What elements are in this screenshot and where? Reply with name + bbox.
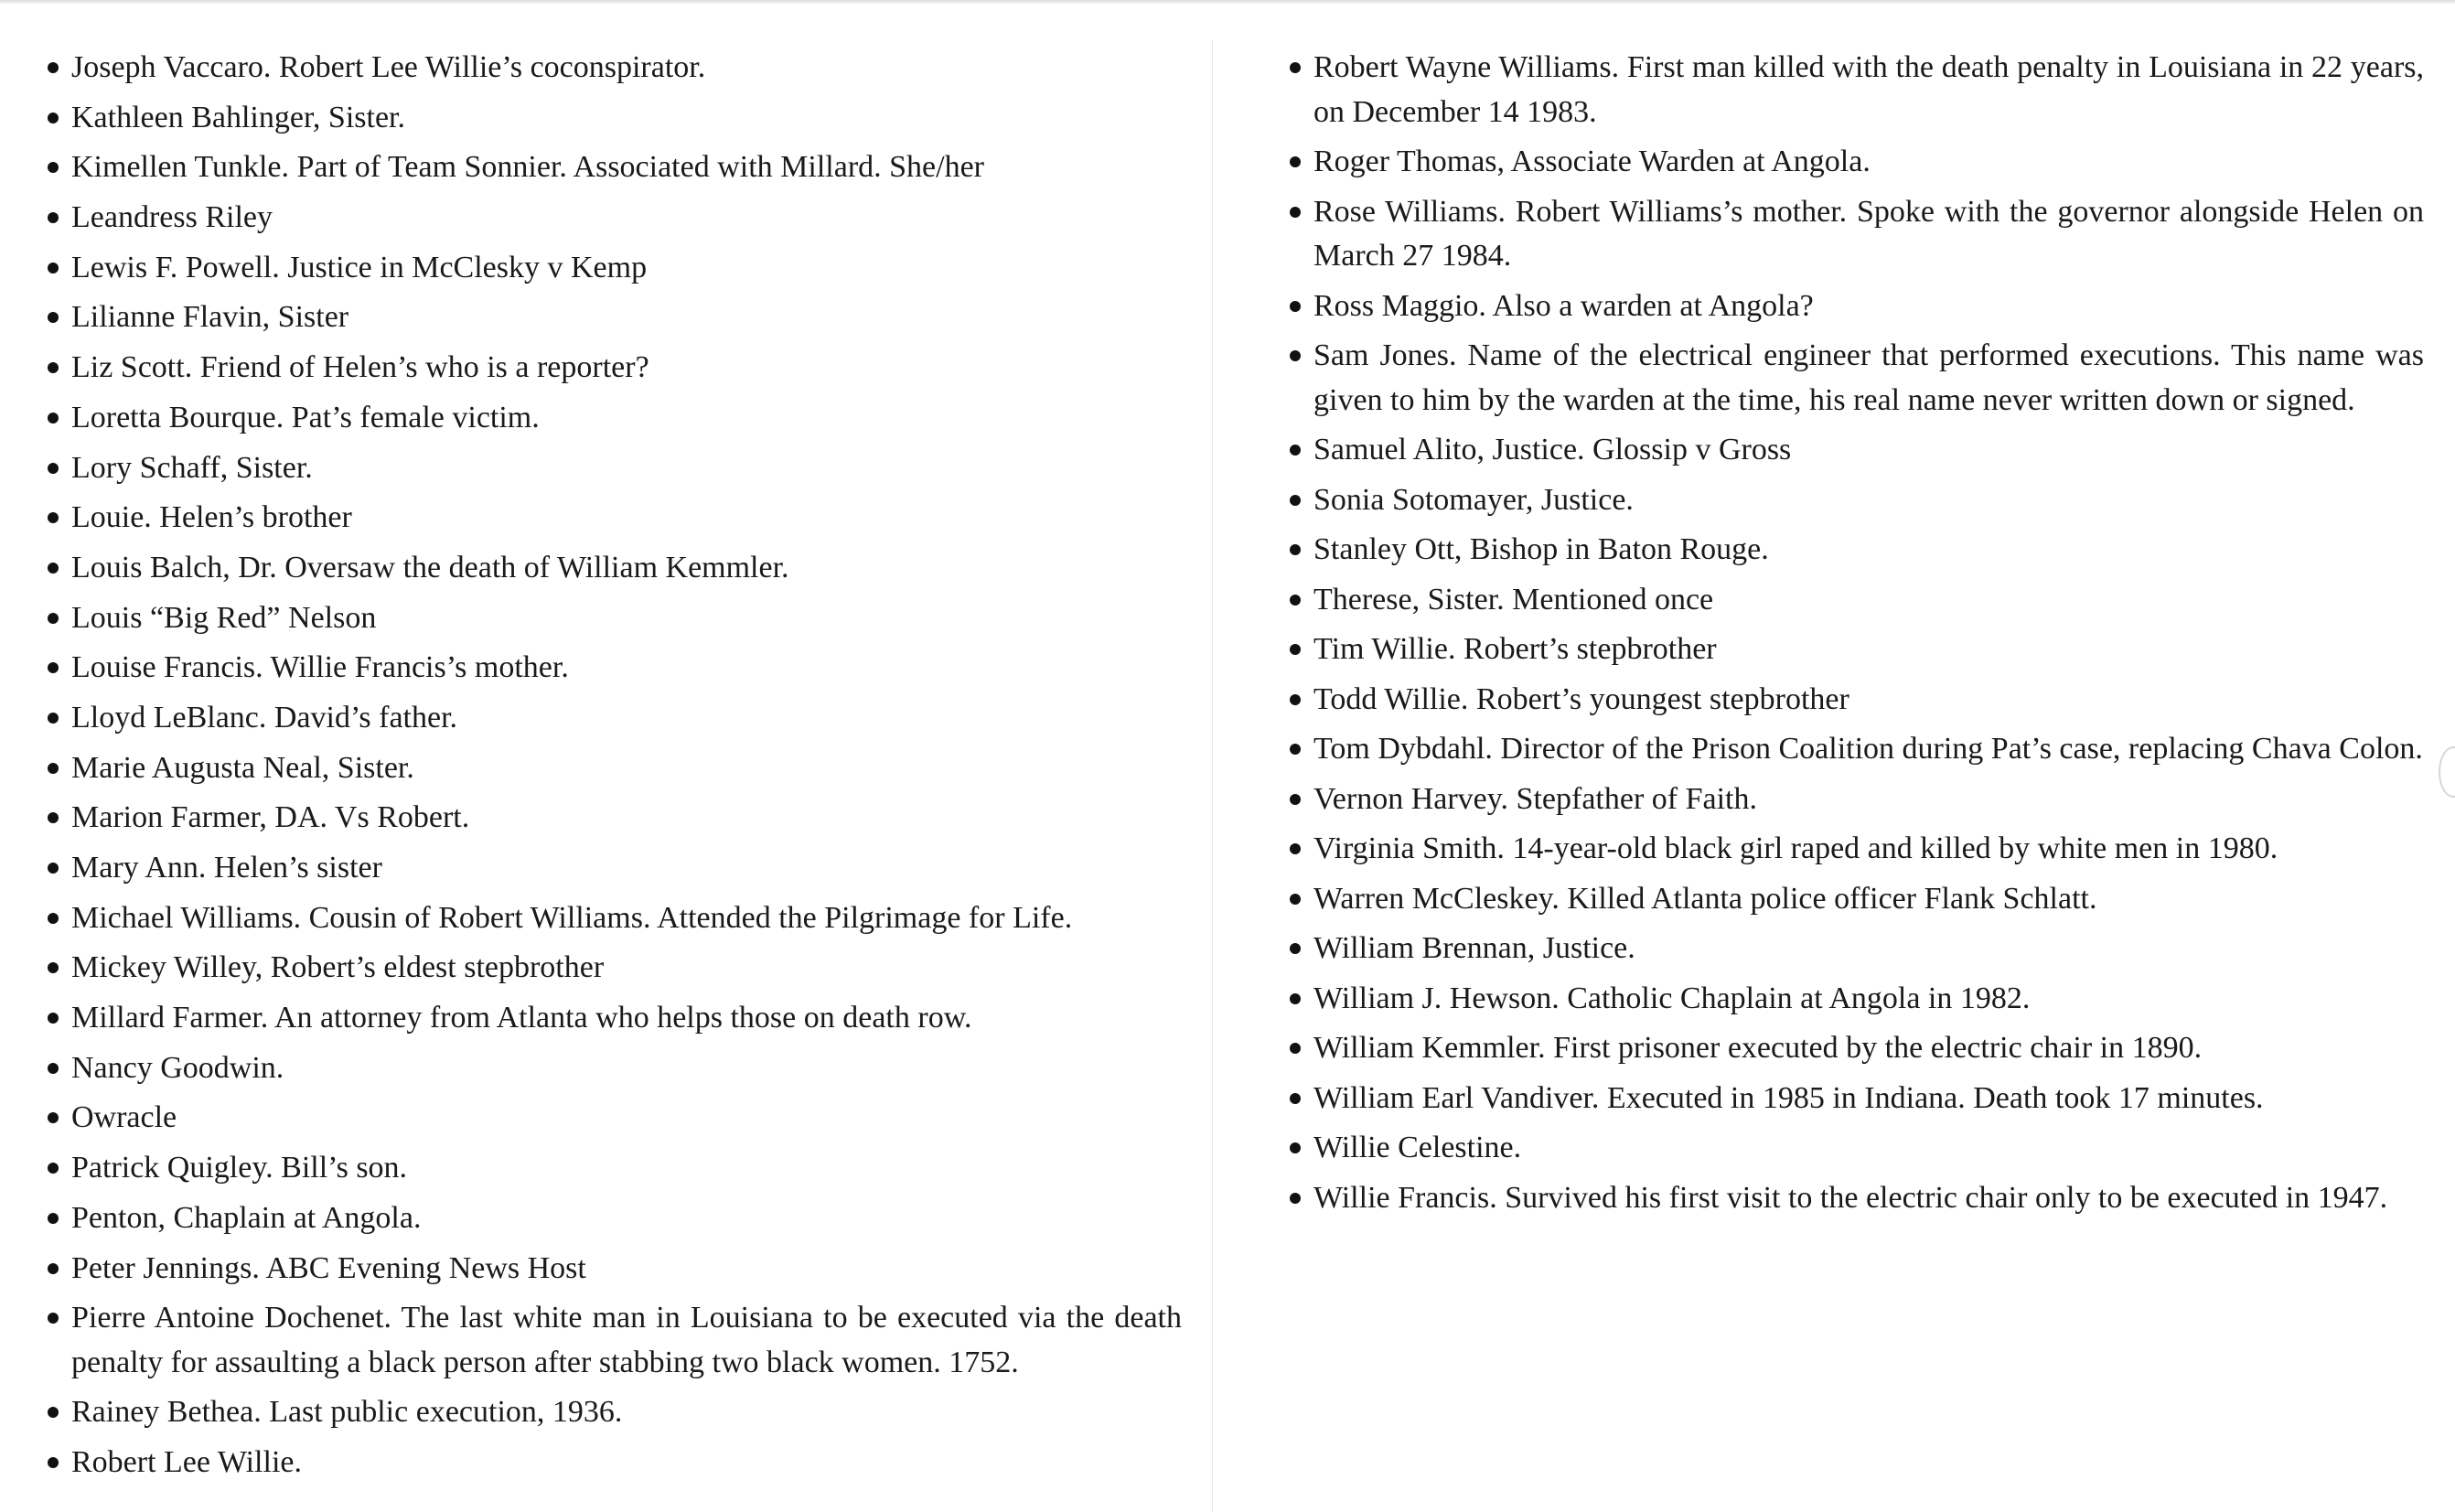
bullet-icon <box>48 563 59 574</box>
list-item-text: William J. Hewson. Catholic Chaplain at Angola in 1982. <box>1313 981 2031 1015</box>
list-item-text: Sam Jones. Name of the electrical engineer that performed executions. This name was given to him by the warden at the time, his real name never written down or signed. <box>1313 338 2424 417</box>
bullet-icon <box>48 162 59 173</box>
list-item <box>1290 627 2424 672</box>
bullet-icon <box>1290 495 1301 506</box>
list-item <box>48 1296 1182 1385</box>
list-item-text: Lilianne Flavin, Sister <box>71 300 349 335</box>
list-item-text: Todd Willie. Robert’s youngest stepbrother <box>1313 681 1849 716</box>
bullet-icon <box>1290 445 1301 456</box>
bullet-icon <box>1290 894 1301 905</box>
list-item <box>1290 578 2424 623</box>
list-item-text: Louie. Helen’s brother <box>71 500 352 535</box>
list-item <box>48 546 1182 591</box>
list-item-text: Michael Williams. Cousin of Robert Williams. Attended the Pilgrimage for Life. <box>71 900 1073 935</box>
list-item-text: Louis Balch, Dr. Oversaw the death of William Kemmler. <box>71 550 789 584</box>
list-item-text: Robert Lee Willie. <box>71 1445 302 1480</box>
list-item-text: Millard Farmer. An attorney from Atlanta who helps those on death row. <box>71 1001 972 1035</box>
list-item-text: Peter Jennings. ABC Evening News Host <box>71 1250 586 1285</box>
list-item <box>48 1441 1182 1485</box>
list-item <box>48 346 1182 391</box>
list-item <box>48 496 1182 541</box>
list-item <box>1290 140 2424 185</box>
bullet-icon <box>1290 350 1301 361</box>
list-item-text: Marion Farmer, DA. Vs Robert. <box>71 800 470 835</box>
list-item <box>48 746 1182 791</box>
document-page <box>0 4 2455 1512</box>
list-item-text: Mary Ann. Helen’s sister <box>71 851 382 885</box>
list-item <box>1290 428 2424 473</box>
list-item-text: Penton, Chaplain at Angola. <box>71 1200 422 1235</box>
list-item <box>1290 190 2424 279</box>
bullet-icon <box>48 413 59 424</box>
list-item-text: Tim Willie. Robert’s stepbrother <box>1313 632 1717 666</box>
bullet-icon <box>48 1013 59 1024</box>
list-item-text: Kathleen Bahlinger, Sister. <box>71 100 406 134</box>
bullet-icon <box>48 1457 59 1468</box>
list-item-text: Joseph Vaccaro. Robert Lee Willie’s coconspirator. <box>71 50 706 84</box>
list-item-text: Warren McCleskey. Killed Atlanta police officer Flank Schlatt. <box>1313 881 2097 916</box>
bullet-icon <box>48 212 59 223</box>
list-item-text: Stanley Ott, Bishop in Baton Rouge. <box>1313 532 1769 566</box>
bullet-icon <box>1290 1093 1301 1104</box>
bullet-icon <box>1290 694 1301 705</box>
list-item-text: Lewis F. Powell. Justice in McClesky v Kemp <box>71 250 648 284</box>
list-item-text: Virginia Smith. 14-year-old black girl raped and killed by white men in 1980. <box>1313 831 2278 865</box>
list-item <box>48 96 1182 141</box>
list-item <box>48 196 1182 241</box>
bullet-icon <box>48 62 59 73</box>
list-item <box>1290 46 2424 134</box>
list-item-text: Samuel Alito, Justice. Glossip v Gross <box>1313 433 1792 466</box>
list-item <box>1290 1077 2424 1121</box>
bullet-icon <box>48 1313 59 1324</box>
bullet-icon <box>1290 744 1301 755</box>
list-item-text: Loretta Bourque. Pat’s female victim. <box>71 400 540 434</box>
list-item-text: Rainey Bethea. Last public execution, 1936. <box>71 1395 623 1430</box>
list-item <box>48 646 1182 691</box>
bullet-icon <box>48 812 59 823</box>
bullet-icon <box>1290 156 1301 167</box>
list-item-text: Louis “Big Red” Nelson <box>71 600 377 635</box>
list-item <box>48 1096 1182 1141</box>
list-item-text: Roger Thomas, Associate Warden at Angola. <box>1313 145 1871 178</box>
list-item-text: Marie Augusta Neal, Sister. <box>71 750 414 785</box>
list-item <box>48 1247 1182 1292</box>
list-item <box>48 295 1182 340</box>
bullet-icon <box>48 312 59 323</box>
left-column <box>48 46 1182 1491</box>
list-item-text: Pierre Antoine Dochenet. The last white man in Louisiana to be executed via the death penalty for assaulting a black person after stabbing two black women. 1752. <box>71 1301 1182 1379</box>
bullet-icon <box>48 263 59 273</box>
list-item <box>48 996 1182 1041</box>
list-item <box>48 446 1182 491</box>
bullet-icon <box>48 1112 59 1123</box>
list-item <box>48 1196 1182 1241</box>
left-bullet-list <box>48 46 1182 1485</box>
list-item-text: Willie Francis. Survived his first visit to the electric chair only to be executed in 1947. <box>1313 1180 2388 1215</box>
column-divider <box>1212 40 1213 1512</box>
list-item-text: Rose Williams. Robert Williams’s mother. Spoke with the governor alongside Helen on March 27 1984. <box>1313 194 2424 273</box>
bullet-icon <box>1290 644 1301 655</box>
bullet-icon <box>48 463 59 474</box>
list-item <box>48 1146 1182 1191</box>
bullet-icon <box>1290 207 1301 218</box>
bullet-icon <box>1290 1043 1301 1054</box>
list-item <box>1290 1026 2424 1071</box>
list-item-text: Robert Wayne Williams. First man killed with the death penalty in Louisiana in 22 years, on December 14 1983. <box>1313 50 2424 129</box>
list-item <box>1290 284 2424 329</box>
list-item-text: Kimellen Tunkle. Part of Team Sonnier. Associated with Millard. She/her <box>71 150 985 185</box>
list-item <box>1290 1176 2424 1221</box>
bullet-icon <box>1290 943 1301 954</box>
bullet-icon <box>48 1213 59 1224</box>
list-item-text: Therese, Sister. Mentioned once <box>1313 582 1714 617</box>
list-item-text: Mickey Willey, Robert’s eldest stepbrother <box>71 950 605 985</box>
bullet-icon <box>48 763 59 774</box>
list-item-text: Tom Dybdahl. Director of the Prison Coalition during Pat’s case, replacing Chava Colon. <box>1313 732 2423 766</box>
list-item-text: Lloyd LeBlanc. David’s father. <box>71 700 458 735</box>
list-item <box>48 46 1182 91</box>
list-item <box>48 846 1182 891</box>
bullet-icon <box>1290 843 1301 854</box>
list-item <box>48 1046 1182 1091</box>
bullet-icon <box>48 863 59 874</box>
list-item <box>48 946 1182 991</box>
list-item-text: Louise Francis. Willie Francis’s mother. <box>71 650 569 685</box>
list-item <box>1290 877 2424 922</box>
list-item-text: Nancy Goodwin. <box>71 1050 284 1085</box>
bullet-icon <box>48 713 59 724</box>
bullet-icon <box>48 362 59 373</box>
list-item <box>48 396 1182 441</box>
bullet-icon <box>1290 1142 1301 1153</box>
list-item-text: William Kemmler. First prisoner executed by the electric chair in 1890. <box>1313 1031 2203 1065</box>
bullet-icon <box>48 113 59 123</box>
list-item-text: William Earl Vandiver. Executed in 1985 in Indiana. Death took 17 minutes. <box>1313 1080 2264 1115</box>
list-item-text: Ross Maggio. Also a warden at Angola? <box>1313 288 1814 323</box>
scroll-handle[interactable] <box>2439 746 2455 798</box>
bullet-icon <box>48 512 59 523</box>
list-item <box>48 796 1182 841</box>
right-bullet-list <box>1290 46 2424 1220</box>
bullet-icon <box>1290 62 1301 73</box>
list-item-text: Vernon Harvey. Stepfather of Faith. <box>1313 781 1757 816</box>
list-item <box>48 596 1182 641</box>
right-column <box>1290 46 2424 1226</box>
bullet-icon <box>48 962 59 973</box>
bullet-icon <box>48 913 59 924</box>
bullet-icon <box>1290 544 1301 555</box>
list-item-text: Owracle <box>71 1100 177 1135</box>
bullet-icon <box>48 1063 59 1074</box>
bullet-icon <box>48 1263 59 1274</box>
bullet-icon <box>48 662 59 673</box>
list-item-text: Lory Schaff, Sister. <box>71 450 313 485</box>
list-item-text: William Brennan, Justice. <box>1313 931 1635 965</box>
bullet-icon <box>1290 1193 1301 1204</box>
list-item-text: Patrick Quigley. Bill’s son. <box>71 1151 408 1185</box>
list-item-text: Liz Scott. Friend of Helen’s who is a reporter? <box>71 350 649 385</box>
list-item-text: Sonia Sotomayer, Justice. <box>1313 482 1634 517</box>
list-item <box>1290 334 2424 423</box>
list-item-text: Willie Celestine. <box>1313 1131 1522 1164</box>
list-item <box>1290 678 2424 723</box>
bullet-icon <box>1290 993 1301 1004</box>
bullet-icon <box>48 613 59 624</box>
bullet-icon <box>48 1163 59 1174</box>
list-item <box>48 1390 1182 1435</box>
list-item <box>1290 777 2424 822</box>
list-item <box>1290 1126 2424 1171</box>
list-item <box>1290 977 2424 1022</box>
list-item-text: Leandress Riley <box>71 200 273 235</box>
bullet-icon <box>48 1407 59 1418</box>
bullet-icon <box>1290 794 1301 805</box>
list-item <box>1290 727 2424 772</box>
list-item <box>48 246 1182 291</box>
list-item <box>1290 528 2424 573</box>
bullet-icon <box>1290 595 1301 606</box>
bullet-icon <box>1290 301 1301 312</box>
list-item <box>48 896 1182 941</box>
list-item <box>1290 827 2424 872</box>
list-item <box>48 145 1182 190</box>
list-item <box>48 696 1182 741</box>
list-item <box>1290 478 2424 523</box>
list-item <box>1290 927 2424 971</box>
